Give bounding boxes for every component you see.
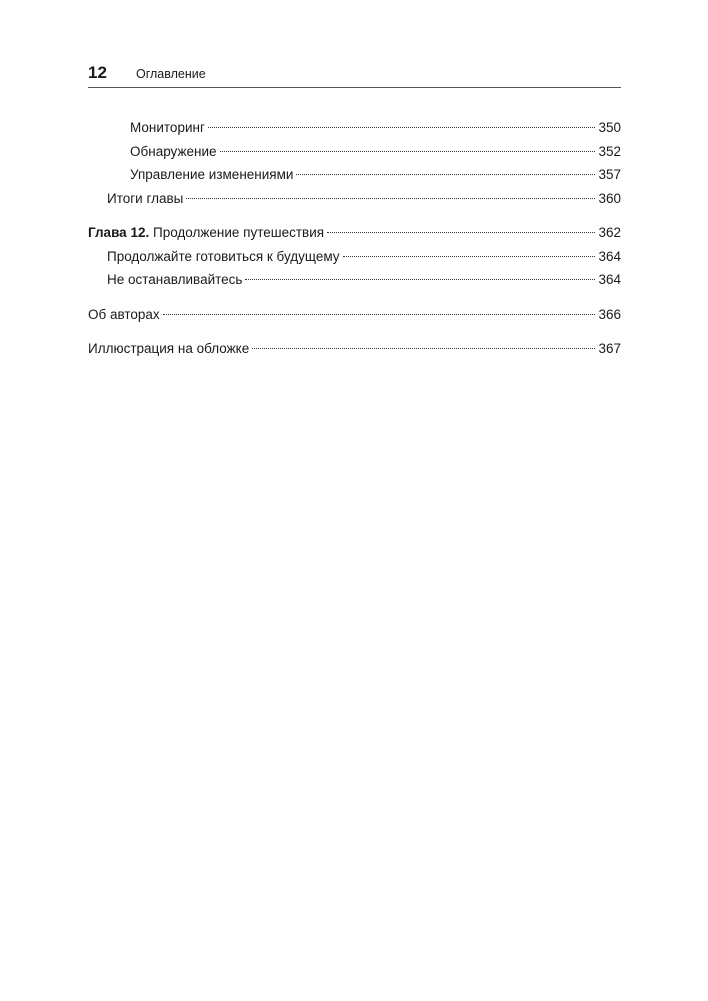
toc-entry-label: Об авторах bbox=[88, 306, 160, 322]
page-number: 12 bbox=[88, 63, 107, 82]
toc-entry-about-authors[interactable] bbox=[88, 303, 621, 327]
toc-entry-dont-stop[interactable] bbox=[88, 268, 621, 292]
toc-entry-page: 364 bbox=[598, 272, 621, 287]
dot-leader bbox=[245, 279, 595, 280]
toc-entry-change-management[interactable] bbox=[88, 163, 621, 187]
toc-entry-label: Иллюстрация на обложке bbox=[88, 341, 250, 356]
toc-entry-page: 350 bbox=[598, 120, 621, 135]
toc-entry-page: 366 bbox=[598, 306, 621, 322]
page-header bbox=[88, 62, 620, 86]
dot-leader bbox=[220, 151, 596, 152]
dot-leader bbox=[208, 127, 596, 128]
header-rule bbox=[88, 87, 621, 88]
toc-entry-discovery[interactable] bbox=[88, 140, 621, 164]
dot-leader bbox=[327, 232, 595, 233]
toc-entry-label: Мониторинг bbox=[130, 120, 205, 135]
running-title: Оглавление bbox=[136, 67, 206, 81]
toc-entry-chapter-12[interactable] bbox=[88, 221, 621, 245]
toc-entry-label bbox=[88, 221, 324, 245]
toc-entry-label: Продолжайте готовиться к будущему bbox=[107, 248, 340, 264]
toc-entry-page: 367 bbox=[598, 341, 621, 356]
toc-entry-chapter-summary[interactable] bbox=[88, 187, 621, 211]
toc-entry-page: 364 bbox=[598, 248, 621, 264]
dot-leader bbox=[343, 256, 596, 257]
toc-entry-monitoring[interactable] bbox=[88, 116, 621, 140]
toc-entry-page: 362 bbox=[598, 225, 621, 240]
toc-entry-keep-preparing[interactable] bbox=[88, 245, 621, 269]
toc-entry-label: Не останавливайтесь bbox=[107, 272, 243, 287]
table-of-contents bbox=[88, 116, 621, 361]
dot-leader bbox=[296, 174, 595, 175]
chapter-title: Продолжение путешествия bbox=[152, 225, 325, 240]
toc-entry-label: Обнаружение bbox=[130, 143, 217, 159]
toc-entry-page: 360 bbox=[598, 190, 621, 206]
dot-leader bbox=[163, 314, 596, 315]
chapter-prefix: Глава 12. bbox=[88, 225, 150, 240]
toc-entry-label: Итоги главы bbox=[107, 190, 184, 206]
toc-entry-page: 352 bbox=[598, 143, 621, 159]
dot-leader bbox=[252, 348, 595, 349]
toc-entry-cover-illustration[interactable] bbox=[88, 337, 621, 361]
toc-entry-label: Управление изменениями bbox=[130, 167, 294, 182]
toc-entry-page: 357 bbox=[598, 167, 621, 182]
dot-leader bbox=[186, 198, 595, 199]
